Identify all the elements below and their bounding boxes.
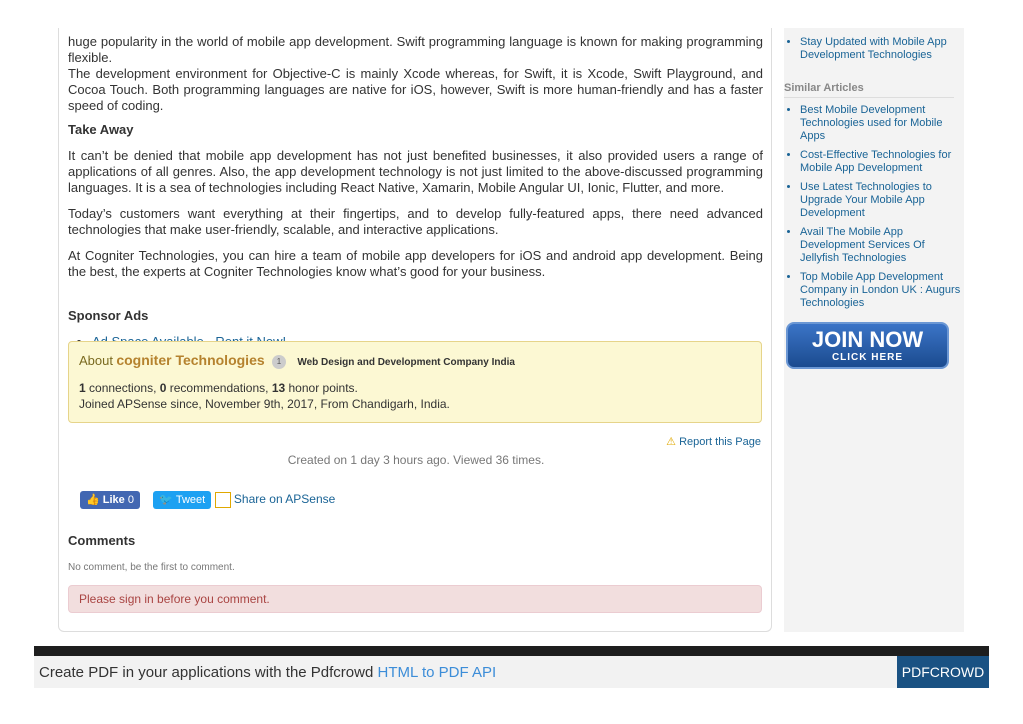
level-badge-icon: 1 — [272, 355, 286, 369]
joined-info: Joined APSense since, November 9th, 2017, From Chandigarh, India. — [79, 396, 450, 411]
twitter-bird-icon: 🐦 — [159, 494, 174, 506]
share-apsense-link[interactable]: Share on APSense — [233, 492, 336, 506]
footer-text-wrap — [39, 664, 496, 681]
thumbs-up-icon: 👍 — [86, 494, 100, 506]
join-main-text: JOIN NOW — [811, 327, 924, 352]
similar-article-link[interactable]: • Cost-Effective Technologies for Mobile App Development — [800, 149, 964, 175]
like-label: Like — [102, 494, 125, 506]
author-box — [68, 341, 762, 423]
warning-icon: ⚠ — [666, 436, 676, 448]
no-comment-text: No comment, be the first to comment. — [68, 562, 235, 573]
facebook-like-button[interactable] — [80, 491, 140, 509]
similar-article-link[interactable]: • Avail The Mobile App Development Services Of Jellyfish Technologies — [800, 226, 964, 265]
sidebar-top-list — [784, 36, 964, 62]
about-prefix: About — [79, 353, 113, 368]
signin-text: Please sign in before you comment. — [79, 592, 270, 606]
connections-label: connections, — [85, 380, 160, 395]
join-sub-text: CLICK HERE — [831, 352, 904, 363]
social-buttons — [80, 491, 335, 509]
recommendations-label: recommendations, — [166, 380, 272, 395]
author-subtitle: Web Design and Development Company India — [297, 357, 515, 368]
apsense-icon — [215, 492, 231, 508]
recommendations-count: 0 — [159, 380, 167, 395]
similar-article-link[interactable]: • Use Latest Technologies to Upgrade Your Mobile App Development — [800, 181, 964, 220]
article-panel — [58, 28, 772, 632]
sponsor-heading: Sponsor Ads — [68, 308, 149, 323]
footer-api-link[interactable]: HTML to PDF API — [377, 664, 497, 681]
takeaway-heading: Take Away — [68, 122, 134, 137]
sidebar-link[interactable]: • Stay Updated with Mobile App Development Technologies — [800, 36, 964, 62]
article-paragraph: The development environment for Objective-C is mainly Xcode whereas, for Swift, it is Xcode, Swift Playground, and Cocoa Touch. Both programming languages are native for iOS, however, Swift is more human-friendly and has a faster speed of coding. — [68, 66, 763, 113]
footer-divider — [34, 646, 989, 656]
signin-alert[interactable] — [68, 585, 762, 613]
author-name-link[interactable]: cogniter Technologies — [116, 352, 265, 368]
article-paragraph: huge popularity in the world of mobile app development. Swift programming language is known for making programming flexible. — [68, 34, 763, 65]
footer-text: Create PDF in your applications with the Pdfcrowd — [39, 664, 378, 681]
tweet-label: Tweet — [175, 494, 206, 506]
similar-article-link[interactable]: • Best Mobile Development Technologies used for Mobile Apps — [800, 104, 964, 143]
similar-article-link[interactable]: • Top Mobile App Development Company in London UK : Augurs Technologies — [800, 271, 964, 310]
tweet-button[interactable] — [153, 491, 211, 509]
article-paragraph: Today’s customers want everything at their fingertips, and to develop fully-featured apps, there need advanced technologies that make user-friendly, scalable, and interactive applications. — [68, 206, 763, 237]
author-stats — [79, 379, 751, 397]
created-info: Created on 1 day 3 hours ago. Viewed 36 times. — [287, 453, 545, 467]
article-paragraph: At Cogniter Technologies, you can hire a team of mobile app developers for iOS and android app development. Being the best, the experts at Cogniter Technologies know what’s good for your business. — [68, 248, 763, 279]
like-count: 0 — [127, 494, 134, 506]
honor-label: honor points. — [285, 380, 358, 395]
join-now-button[interactable] — [786, 322, 949, 369]
similar-articles-list — [784, 104, 964, 310]
report-page[interactable] — [666, 435, 761, 448]
similar-articles-heading: Similar Articles — [784, 82, 954, 98]
connections-count: 1 — [79, 380, 86, 395]
pdfcrowd-brand-button[interactable]: PDFCROWD — [897, 656, 989, 688]
pdfcrowd-footer — [34, 656, 989, 688]
article-paragraph: It can’t be denied that mobile app development has not just benefited businesses, it also provided users a range of applications of all genres. Also, the app development technology is not just limited to the above-discussed programming languages. It is a sea of technologies including React Native, Xamarin, Mobile Angular UI, Ionic, Flutter, and more. — [68, 148, 763, 195]
honor-count: 13 — [271, 380, 286, 395]
report-link[interactable]: Report this Page — [679, 436, 761, 448]
article-content — [68, 34, 763, 350]
comments-heading: Comments — [68, 533, 136, 548]
